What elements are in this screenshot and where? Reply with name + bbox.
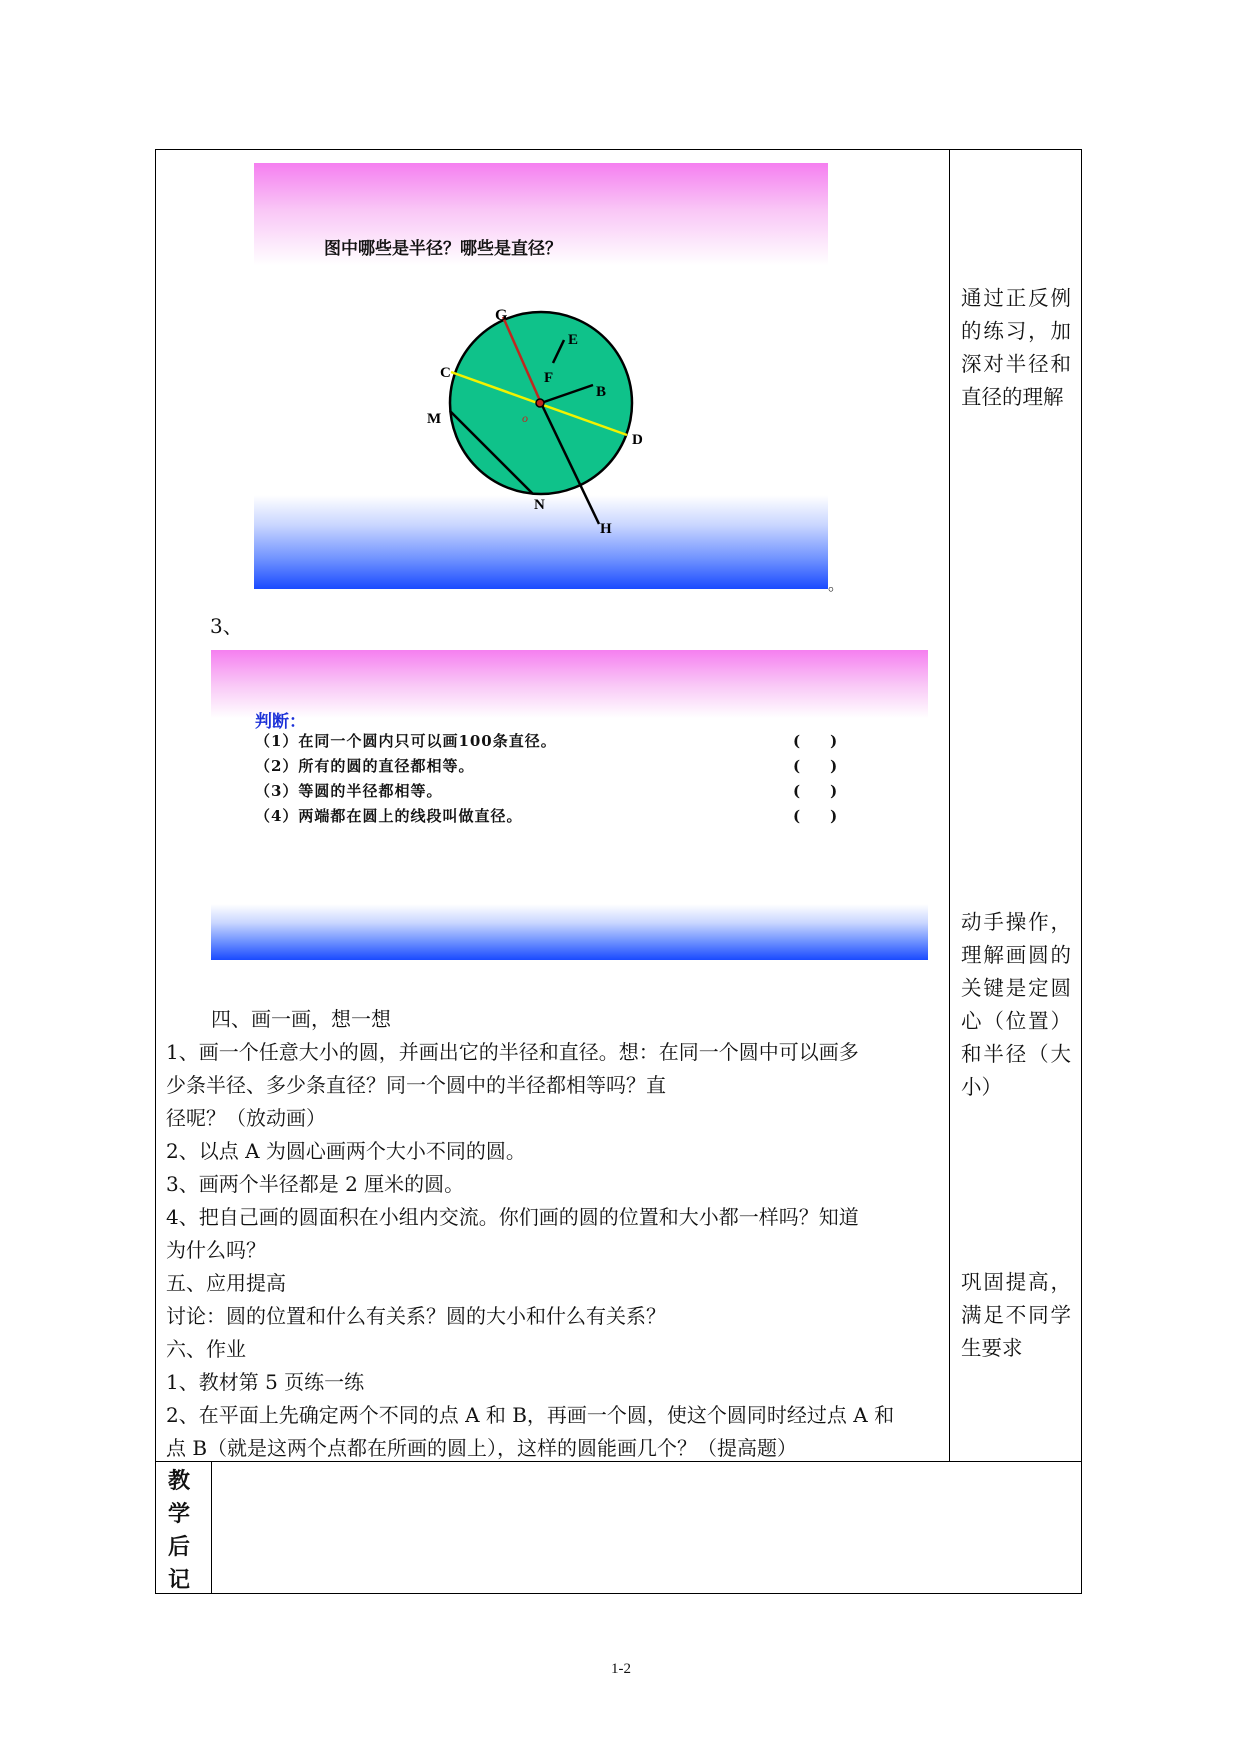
task-4-line-b: 为什么吗？ bbox=[166, 1238, 266, 1262]
postscript-label-char-3: 后 bbox=[167, 1534, 190, 1560]
task-2: 2、以点 A 为圆心画两个大小不同的圆。 bbox=[166, 1139, 526, 1163]
task-1-line-a: 1、画一个任意大小的圆，并画出它的半径和直径。想：在同一个圆中可以画多 bbox=[166, 1040, 859, 1064]
label-c: C bbox=[440, 365, 451, 381]
postscript-label-char-1: 教 bbox=[167, 1468, 190, 1494]
label-b: B bbox=[596, 384, 607, 400]
task-1-line-b: 少条半径、多少条直径？同一个圆中的半径都相等吗？直 bbox=[166, 1073, 666, 1097]
center-point bbox=[536, 399, 544, 407]
homework-1: 1、教材第 5 页练一练 bbox=[166, 1370, 365, 1394]
table-notes-divider bbox=[949, 149, 950, 1461]
postscript-label-char-4: 记 bbox=[167, 1567, 190, 1593]
table-right-border bbox=[1081, 149, 1082, 1594]
slide1-period: 。 bbox=[828, 575, 845, 594]
judgement-item-3: （3）等圆的半径都相等。 bbox=[255, 782, 443, 800]
judgement-item-1: （1）在同一个圆内只可以画100条直径。 bbox=[255, 732, 557, 750]
side-note-2: 动手操作，理解画圆的关键是定圆心（位置）和半径（大小） bbox=[961, 910, 1071, 1099]
label-g: G bbox=[495, 307, 508, 324]
judgement-item-2: （2）所有的圆的直径都相等。 bbox=[255, 757, 475, 775]
slide-radius-diameter bbox=[254, 163, 828, 589]
label-o: o bbox=[522, 411, 528, 425]
table-bottom-label-divider bbox=[211, 1461, 212, 1593]
side-note-1: 通过正反例的练习，加深对半径和直径的理解 bbox=[961, 286, 1071, 409]
table-left-border bbox=[155, 149, 156, 1594]
label-m: M bbox=[427, 411, 442, 427]
homework-2-line-a: 2、在平面上先确定两个不同的点 A 和 B，再画一个圆，使这个圆同时经过点 A 和 bbox=[166, 1403, 895, 1427]
answer-paren-3: ( ) bbox=[793, 782, 838, 800]
answer-paren-2: ( ) bbox=[793, 757, 838, 775]
label-d: D bbox=[632, 432, 643, 448]
section-5-heading: 五、应用提高 bbox=[166, 1271, 286, 1295]
item-3-label: 3、 bbox=[210, 614, 243, 638]
task-4-line-a: 4、把自己画的圆面积在小组内交流。你们画的圆的位置和大小都一样吗？知道 bbox=[166, 1205, 859, 1229]
label-h: H bbox=[600, 521, 612, 537]
circle-diagram bbox=[254, 163, 828, 589]
homework-2-line-b: 点 B（就是这两个点都在所画的圆上），这样的圆能画几个？（提高题） bbox=[166, 1436, 798, 1460]
section-4-heading: 四、画一画，想一想 bbox=[211, 1007, 391, 1031]
judgement-title: 判断： bbox=[255, 712, 306, 732]
section-6-heading: 六、作业 bbox=[166, 1337, 246, 1361]
table-row-divider bbox=[155, 1461, 1082, 1462]
postscript-label-char-2: 学 bbox=[167, 1501, 190, 1527]
answer-paren-1: ( ) bbox=[793, 732, 838, 750]
slide-question: 图中哪些是半径？哪些是直径？ bbox=[324, 239, 562, 259]
answer-paren-4: ( ) bbox=[793, 807, 838, 825]
label-n: N bbox=[534, 497, 545, 513]
task-1-line-c: 径呢？（放动画） bbox=[166, 1106, 326, 1130]
table-top-border bbox=[155, 149, 1082, 150]
table-bottom-border bbox=[155, 1593, 1082, 1594]
page-number: 1-2 bbox=[611, 1661, 631, 1677]
discussion-line: 讨论：圆的位置和什么有关系？圆的大小和什么有关系？ bbox=[166, 1304, 666, 1328]
side-note-3: 巩固提高，满足不同学生要求 bbox=[961, 1270, 1071, 1360]
label-e: E bbox=[568, 332, 579, 348]
judgement-item-4: （4）两端都在圆上的线段叫做直径。 bbox=[255, 807, 523, 825]
label-f: F bbox=[544, 370, 554, 386]
task-3: 3、画两个半径都是 2 厘米的圆。 bbox=[166, 1172, 465, 1196]
slide-judgement bbox=[211, 650, 928, 960]
